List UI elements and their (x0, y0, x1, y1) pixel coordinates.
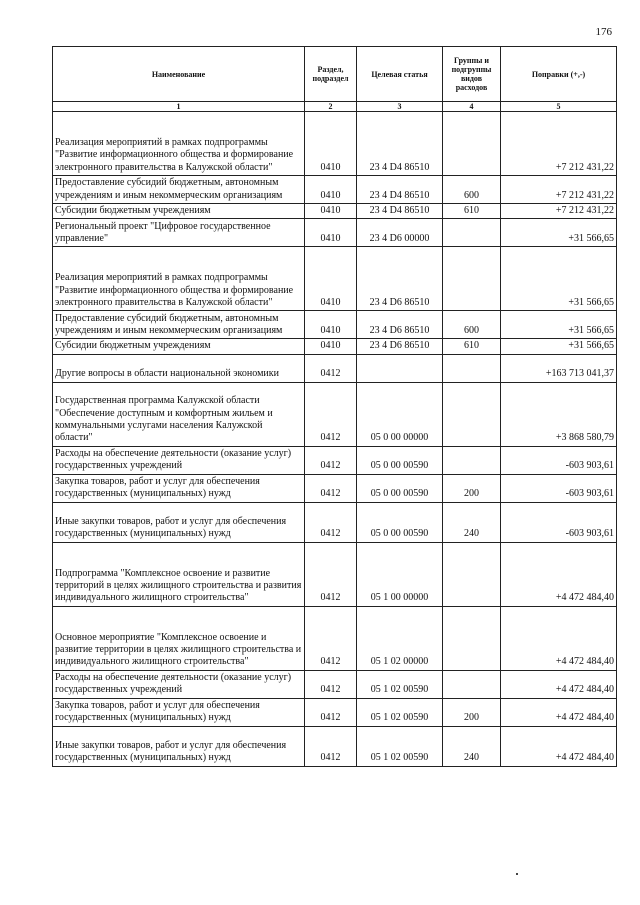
row-expense-group: 240 (443, 502, 501, 542)
row-name: Основное мероприятие "Комплексное освоение и развитие территории в целях жилищного строительства и индивидуального жилищного строительства" (53, 606, 305, 670)
row-expense-group (443, 112, 501, 176)
row-target-article (357, 354, 443, 382)
page-number: 176 (595, 26, 612, 38)
row-expense-group (443, 542, 501, 606)
row-name: Реализация мероприятий в рамках подпрограммы "Развитие информационного общества и формирование электронного правительства в Калужской области" (53, 247, 305, 311)
table-row (53, 726, 617, 766)
table-row (53, 112, 617, 176)
row-name: Иные закупки товаров, работ и услуг для обеспечения государственных (муниципальных) нужд (53, 726, 305, 766)
row-expense-group: 200 (443, 474, 501, 502)
row-section: 0410 (305, 204, 357, 219)
table-row (53, 502, 617, 542)
row-name: Субсидии бюджетным учреждениям (53, 204, 305, 219)
row-amount: +31 566,65 (501, 247, 617, 311)
header-amount: Поправки (+,-) (501, 47, 617, 102)
column-number: 3 (357, 102, 443, 112)
row-section: 0410 (305, 176, 357, 204)
row-amount: +7 212 431,22 (501, 204, 617, 219)
row-section: 0412 (305, 502, 357, 542)
table-row (53, 219, 617, 247)
row-name: Иные закупки товаров, работ и услуг для обеспечения государственных (муниципальных) нужд (53, 502, 305, 542)
row-section: 0410 (305, 311, 357, 339)
row-expense-group (443, 247, 501, 311)
row-amount: +31 566,65 (501, 219, 617, 247)
table-row (53, 204, 617, 219)
row-name: Другие вопросы в области национальной экономики (53, 354, 305, 382)
row-section: 0412 (305, 354, 357, 382)
row-target-article: 23 4 D6 86510 (357, 247, 443, 311)
table-row (53, 542, 617, 606)
row-name: Подпрограмма "Комплексное освоение и развитие территорий в целях жилищного строительства и развития индивидуального жилищного строительства" (53, 542, 305, 606)
row-target-article: 05 1 02 00000 (357, 606, 443, 670)
row-target-article: 05 1 00 00000 (357, 542, 443, 606)
table-row (53, 606, 617, 670)
row-section: 0412 (305, 446, 357, 474)
row-section: 0410 (305, 112, 357, 176)
table-body (53, 112, 617, 767)
row-target-article: 23 4 D4 86510 (357, 112, 443, 176)
table-row (53, 670, 617, 698)
header-section: Раздел, подраздел (305, 47, 357, 102)
row-amount: -603 903,61 (501, 502, 617, 542)
row-name: Закупка товаров, работ и услуг для обеспечения государственных (муниципальных) нужд (53, 474, 305, 502)
row-target-article: 23 4 D4 86510 (357, 176, 443, 204)
table-row (53, 446, 617, 474)
row-target-article: 05 1 02 00590 (357, 670, 443, 698)
table-row (53, 698, 617, 726)
row-amount: -603 903,61 (501, 474, 617, 502)
row-name: Расходы на обеспечение деятельности (оказание услуг) государственных учреждений (53, 446, 305, 474)
row-target-article: 23 4 D6 00000 (357, 219, 443, 247)
column-number: 1 (53, 102, 305, 112)
row-name: Расходы на обеспечение деятельности (оказание услуг) государственных учреждений (53, 670, 305, 698)
row-target-article: 05 0 00 00590 (357, 474, 443, 502)
column-number: 5 (501, 102, 617, 112)
row-section: 0410 (305, 219, 357, 247)
row-amount: +163 713 041,37 (501, 354, 617, 382)
row-amount: +4 472 484,40 (501, 726, 617, 766)
header-name: Наименование (53, 47, 305, 102)
row-section: 0412 (305, 382, 357, 446)
row-amount: +4 472 484,40 (501, 670, 617, 698)
row-name: Субсидии бюджетным учреждениям (53, 339, 305, 354)
row-expense-group: 600 (443, 176, 501, 204)
row-section: 0412 (305, 542, 357, 606)
row-target-article: 05 0 00 00590 (357, 502, 443, 542)
row-target-article: 23 4 D6 86510 (357, 311, 443, 339)
row-section: 0412 (305, 474, 357, 502)
row-section: 0412 (305, 606, 357, 670)
row-section: 0412 (305, 670, 357, 698)
row-amount: +7 212 431,22 (501, 112, 617, 176)
row-amount: +4 472 484,40 (501, 542, 617, 606)
row-target-article: 05 0 00 00590 (357, 446, 443, 474)
row-section: 0412 (305, 698, 357, 726)
row-expense-group (443, 670, 501, 698)
row-expense-group: 240 (443, 726, 501, 766)
header-group: Группы и подгруппы видов расходов (443, 47, 501, 102)
row-name: Реализация мероприятий в рамках подпрограммы "Развитие информационного общества и формирование электронного правительства в Калужской области" (53, 112, 305, 176)
row-name: Предоставление субсидий бюджетным, автономным учреждениям и иным некоммерческим организациям (53, 176, 305, 204)
scan-artifact (516, 873, 518, 875)
column-number: 4 (443, 102, 501, 112)
row-amount: +3 868 580,79 (501, 382, 617, 446)
row-expense-group (443, 354, 501, 382)
row-name: Закупка товаров, работ и услуг для обеспечения государственных (муниципальных) нужд (53, 698, 305, 726)
table-row (53, 311, 617, 339)
row-name: Предоставление субсидий бюджетным, автономным учреждениям и иным некоммерческим организациям (53, 311, 305, 339)
column-number-row (53, 102, 617, 112)
table-row (53, 474, 617, 502)
row-name: Региональный проект "Цифровое государственное управление" (53, 219, 305, 247)
table-row (53, 339, 617, 354)
row-section: 0412 (305, 726, 357, 766)
row-amount: +31 566,65 (501, 339, 617, 354)
row-target-article: 05 0 00 00000 (357, 382, 443, 446)
row-expense-group: 600 (443, 311, 501, 339)
row-section: 0410 (305, 247, 357, 311)
table-row (53, 247, 617, 311)
row-amount: +31 566,65 (501, 311, 617, 339)
row-amount: +4 472 484,40 (501, 606, 617, 670)
row-name: Государственная программа Калужской области "Обеспечение доступным и комфортным жильем и коммунальными услугами населения Калужской области" (53, 382, 305, 446)
row-amount: +4 472 484,40 (501, 698, 617, 726)
row-amount: +7 212 431,22 (501, 176, 617, 204)
row-target-article: 23 4 D6 86510 (357, 339, 443, 354)
row-expense-group (443, 606, 501, 670)
table-row (53, 354, 617, 382)
row-expense-group (443, 382, 501, 446)
row-expense-group (443, 446, 501, 474)
table-row (53, 382, 617, 446)
row-target-article: 05 1 02 00590 (357, 726, 443, 766)
row-expense-group (443, 219, 501, 247)
row-expense-group: 610 (443, 339, 501, 354)
header-target: Целевая статья (357, 47, 443, 102)
table-header-row (53, 47, 617, 102)
row-section: 0410 (305, 339, 357, 354)
budget-amendments-table (52, 46, 617, 767)
column-number: 2 (305, 102, 357, 112)
row-target-article: 05 1 02 00590 (357, 698, 443, 726)
row-expense-group: 200 (443, 698, 501, 726)
row-amount: -603 903,61 (501, 446, 617, 474)
row-target-article: 23 4 D4 86510 (357, 204, 443, 219)
row-expense-group: 610 (443, 204, 501, 219)
table-row (53, 176, 617, 204)
